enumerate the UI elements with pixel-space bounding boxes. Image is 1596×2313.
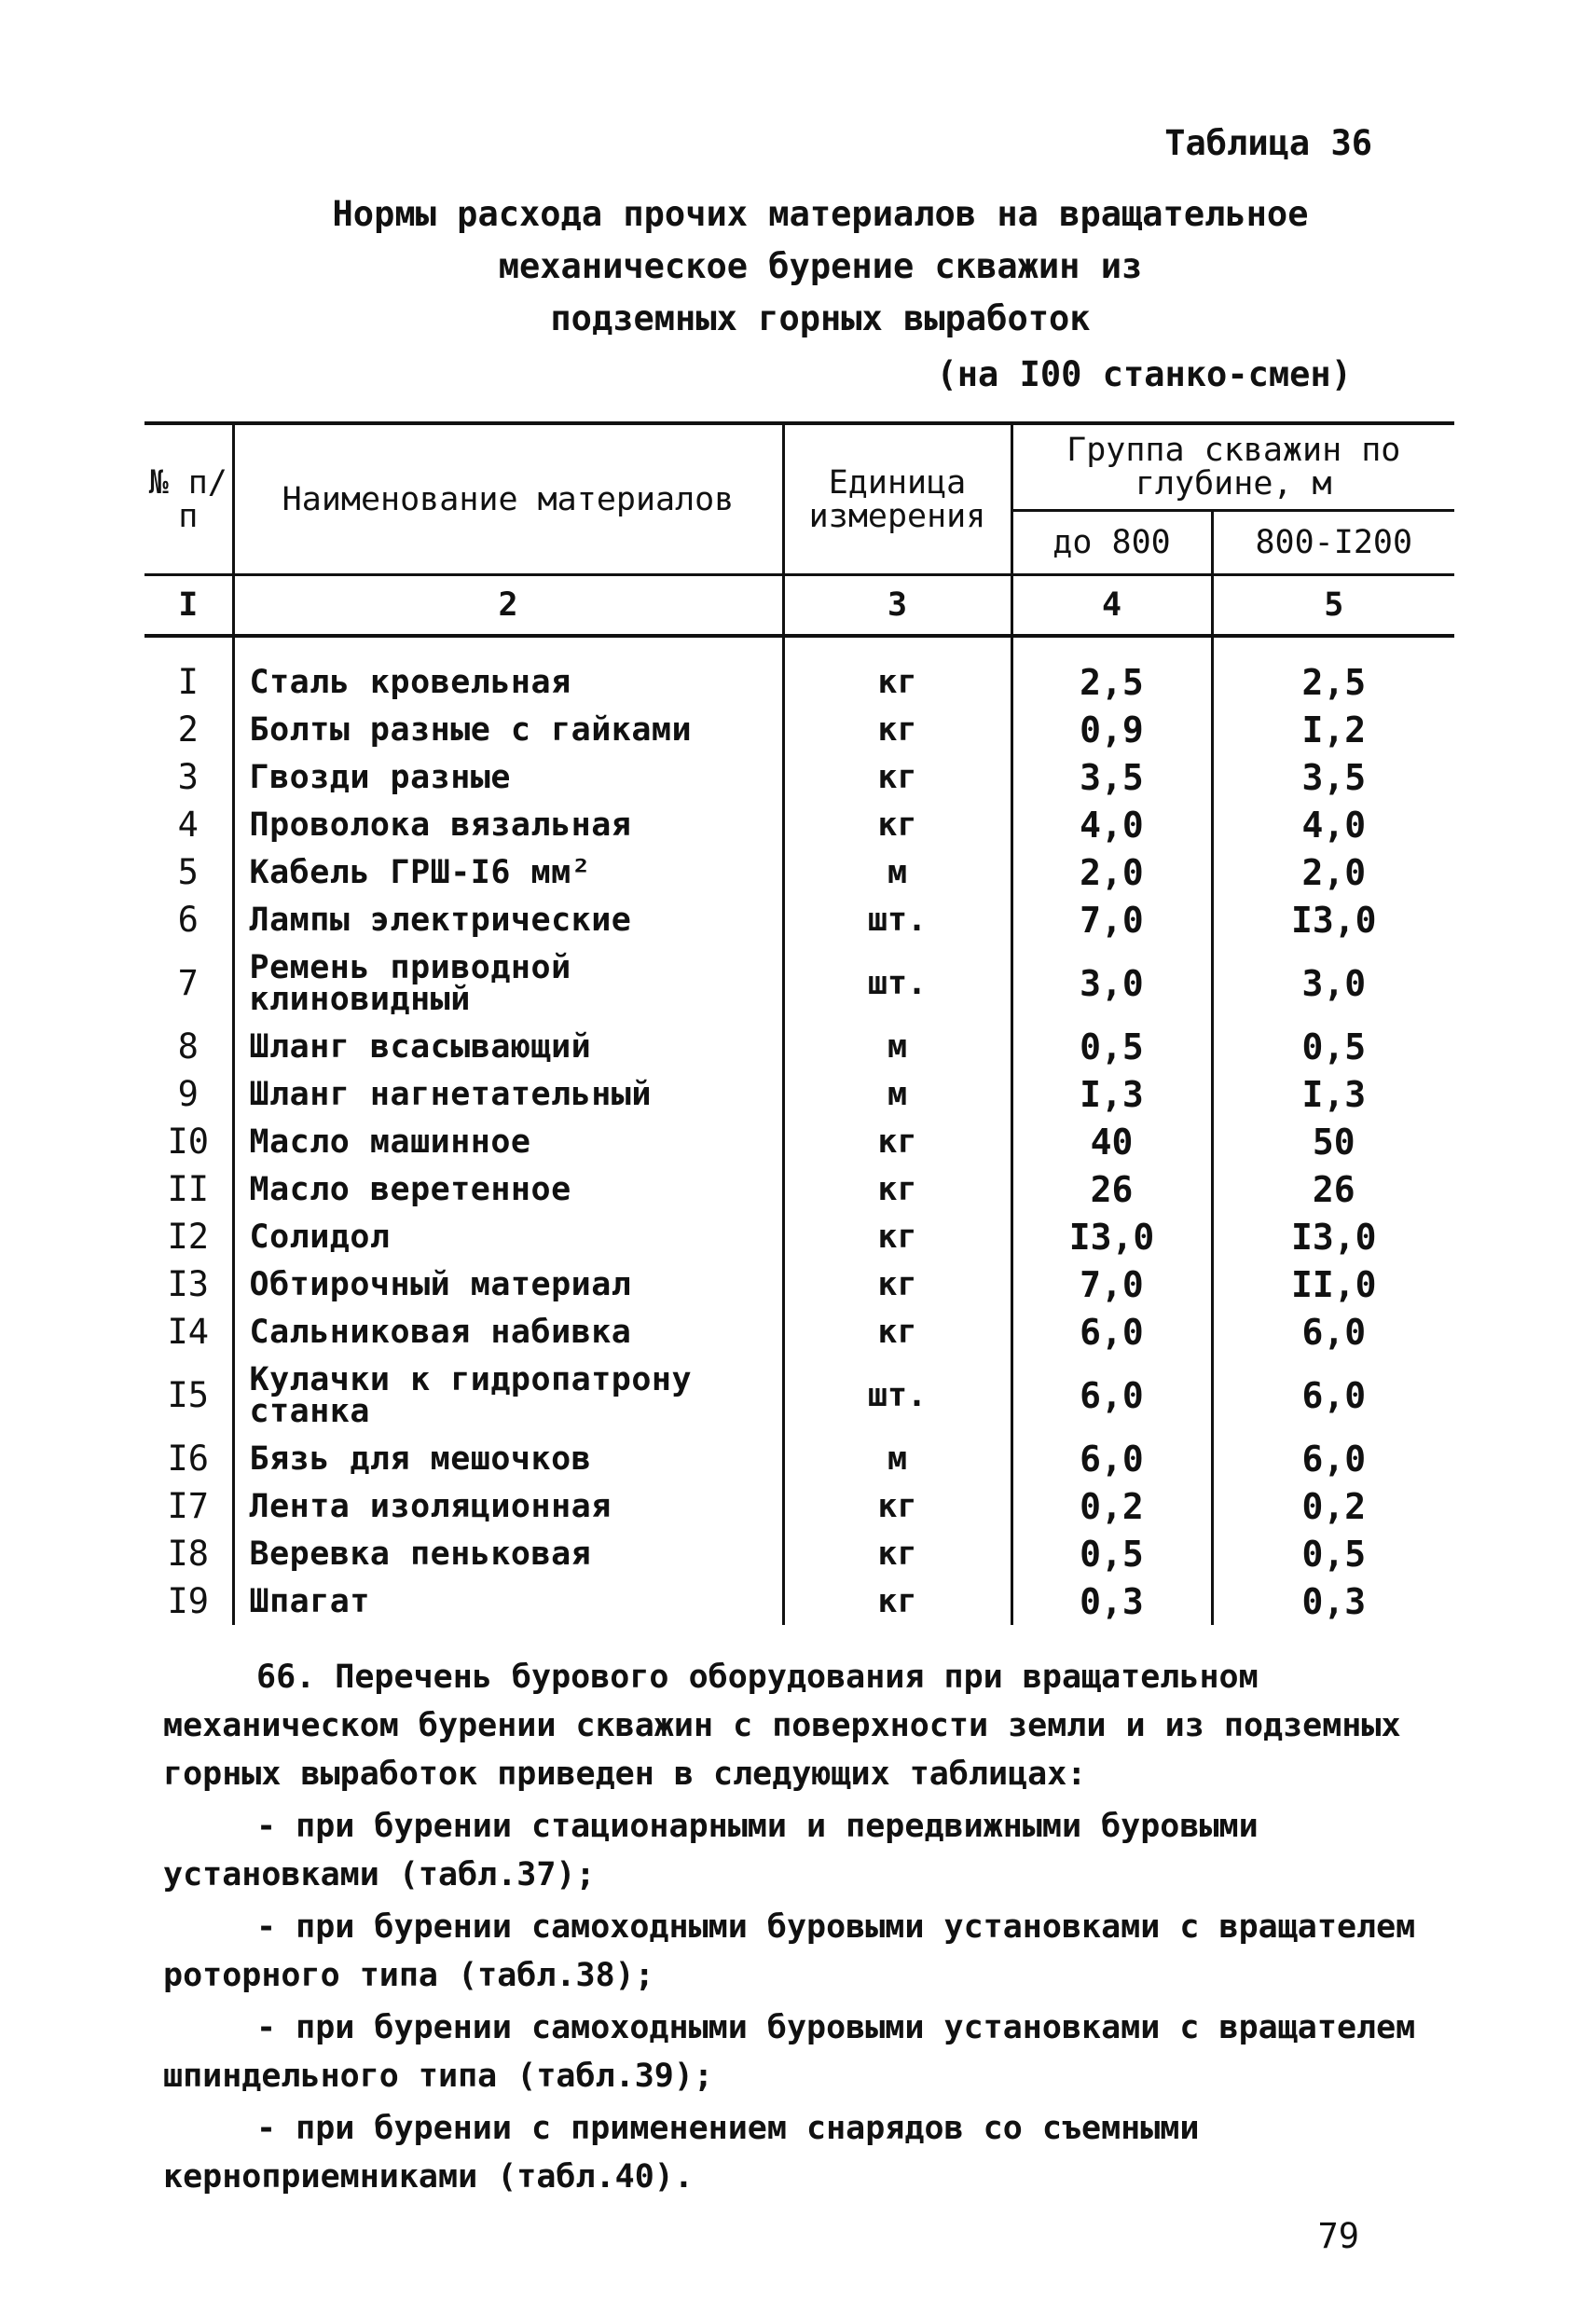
table-row: [144, 1308, 1454, 1356]
paragraph-lead: 66. Перечень бурового оборудования при вращательном механическом бурении скважин с поверхности земли и из подземных горных выработок приведен в следующих таблицах:: [163, 1659, 1401, 1793]
norm-depth-800-1200: 6,0: [1212, 1435, 1454, 1482]
material-name: Сальниковая набивка: [233, 1308, 783, 1356]
unit-of-measure: кг: [783, 658, 1011, 706]
table-title: [280, 188, 1361, 345]
material-name: Кабель ГРШ-I6 мм²: [233, 848, 783, 896]
row-number: I7: [144, 1482, 233, 1530]
title-line: подземных горных выработок: [550, 298, 1091, 338]
row-number: I2: [144, 1213, 233, 1260]
table-row: [144, 1435, 1454, 1482]
norm-depth-to-800: 2,5: [1011, 658, 1212, 706]
header-col4: до 800: [1011, 511, 1212, 575]
row-number: I: [144, 658, 233, 706]
row-number: I0: [144, 1118, 233, 1165]
paragraph-item: - при бурении самоходными буровыми установками с вращателем шпиндельного типа (табл.39);: [163, 2009, 1416, 2095]
norm-depth-800-1200: 50: [1212, 1118, 1454, 1165]
equipment-paragraph: [163, 1653, 1454, 2205]
table-row: [144, 1482, 1454, 1530]
unit-of-measure: кг: [783, 753, 1011, 801]
title-line: механическое бурение скважин из: [498, 246, 1143, 286]
column-number-row: [144, 575, 1454, 637]
unit-of-measure: кг: [783, 1260, 1011, 1308]
unit-note: (на I00 станко-смен): [936, 354, 1352, 394]
row-number: 7: [144, 943, 233, 1023]
norm-depth-to-800: 40: [1011, 1118, 1212, 1165]
table-row: [144, 1070, 1454, 1118]
header-name: Наименование материалов: [233, 423, 783, 575]
table-row: [144, 1213, 1454, 1260]
unit-of-measure: шт.: [783, 896, 1011, 943]
table-row: [144, 658, 1454, 706]
norm-depth-to-800: 0,5: [1011, 1530, 1212, 1577]
material-name: Ремень приводной клиновидный: [233, 943, 783, 1023]
row-number: II: [144, 1165, 233, 1213]
row-number: 9: [144, 1070, 233, 1118]
unit-of-measure: м: [783, 1070, 1011, 1118]
row-number: I8: [144, 1530, 233, 1577]
norm-depth-to-800: 3,5: [1011, 753, 1212, 801]
norm-depth-to-800: 0,2: [1011, 1482, 1212, 1530]
paragraph-item: - при бурении самоходными буровыми установками с вращателем роторного типа (табл.38);: [163, 1908, 1416, 1994]
paragraph-item: - при бурении с применением снарядов со съемными керноприемниками (табл.40).: [163, 2110, 1200, 2196]
table-row: [144, 848, 1454, 896]
unit-of-measure: кг: [783, 1165, 1011, 1213]
material-name: Масло машинное: [233, 1118, 783, 1165]
material-name: Веревка пеньковая: [233, 1530, 783, 1577]
norm-depth-800-1200: 2,0: [1212, 848, 1454, 896]
unit-of-measure: кг: [783, 1213, 1011, 1260]
row-number: 5: [144, 848, 233, 896]
table-row: [144, 753, 1454, 801]
norm-depth-800-1200: 6,0: [1212, 1356, 1454, 1435]
norm-depth-to-800: 3,0: [1011, 943, 1212, 1023]
norm-depth-800-1200: I3,0: [1212, 896, 1454, 943]
unit-of-measure: м: [783, 1023, 1011, 1070]
unit-of-measure: кг: [783, 1308, 1011, 1356]
norm-depth-800-1200: 26: [1212, 1165, 1454, 1213]
table-label: Таблица 36: [1164, 123, 1372, 163]
table-row: [144, 1260, 1454, 1308]
table-row: [144, 1165, 1454, 1213]
paragraph-item: - при бурении стационарными и передвижными буровыми установками (табл.37);: [163, 1808, 1259, 1893]
material-name: Лампы электрические: [233, 896, 783, 943]
unit-of-measure: кг: [783, 1577, 1011, 1625]
unit-of-measure: кг: [783, 706, 1011, 753]
material-name: Лента изоляционная: [233, 1482, 783, 1530]
table-row: [144, 1577, 1454, 1625]
table-row: [144, 1023, 1454, 1070]
unit-of-measure: кг: [783, 1530, 1011, 1577]
table-row: [144, 1530, 1454, 1577]
unit-of-measure: кг: [783, 1482, 1011, 1530]
unit-of-measure: м: [783, 848, 1011, 896]
material-name: Шпагат: [233, 1577, 783, 1625]
row-number: I3: [144, 1260, 233, 1308]
norm-depth-to-800: 6,0: [1011, 1308, 1212, 1356]
norm-depth-800-1200: 0,2: [1212, 1482, 1454, 1530]
norm-depth-to-800: 26: [1011, 1165, 1212, 1213]
norm-depth-800-1200: 3,5: [1212, 753, 1454, 801]
table-row: [144, 896, 1454, 943]
norms-table: [144, 421, 1454, 1625]
row-number: I9: [144, 1577, 233, 1625]
table-spacer: [144, 636, 1454, 658]
material-name: Болты разные с гайками: [233, 706, 783, 753]
norm-depth-to-800: I,3: [1011, 1070, 1212, 1118]
material-name: Проволока вязальная: [233, 801, 783, 848]
table-row: [144, 1118, 1454, 1165]
norm-depth-800-1200: I,3: [1212, 1070, 1454, 1118]
norm-depth-800-1200: 2,5: [1212, 658, 1454, 706]
norm-depth-to-800: 2,0: [1011, 848, 1212, 896]
title-line: Нормы расхода прочих материалов на вращательное: [332, 194, 1309, 234]
norm-depth-to-800: 6,0: [1011, 1356, 1212, 1435]
norm-depth-to-800: 7,0: [1011, 1260, 1212, 1308]
norm-depth-to-800: I3,0: [1011, 1213, 1212, 1260]
row-number: I4: [144, 1308, 233, 1356]
row-number: I5: [144, 1356, 233, 1435]
unit-of-measure: шт.: [783, 1356, 1011, 1435]
header-no: № п/п: [144, 423, 233, 575]
material-name: Сталь кровельная: [233, 658, 783, 706]
norm-depth-to-800: 0,5: [1011, 1023, 1212, 1070]
material-name: Масло веретенное: [233, 1165, 783, 1213]
material-name: Бязь для мешочков: [233, 1435, 783, 1482]
row-number: 2: [144, 706, 233, 753]
row-number: 3: [144, 753, 233, 801]
column-number: 5: [1212, 575, 1454, 637]
norm-depth-to-800: 7,0: [1011, 896, 1212, 943]
norm-depth-to-800: 0,9: [1011, 706, 1212, 753]
norm-depth-800-1200: 0,5: [1212, 1023, 1454, 1070]
column-number: 4: [1011, 575, 1212, 637]
material-name: Шланг нагнетательный: [233, 1070, 783, 1118]
norm-depth-800-1200: 0,3: [1212, 1577, 1454, 1625]
unit-of-measure: кг: [783, 1118, 1011, 1165]
table-row: [144, 706, 1454, 753]
material-name: Обтирочный материал: [233, 1260, 783, 1308]
norm-depth-800-1200: II,0: [1212, 1260, 1454, 1308]
row-number: 4: [144, 801, 233, 848]
norm-depth-800-1200: 3,0: [1212, 943, 1454, 1023]
table-row: [144, 801, 1454, 848]
page-number: 79: [1317, 2216, 1359, 2256]
header-unit: Единица измерения: [783, 423, 1011, 575]
norm-depth-800-1200: 0,5: [1212, 1530, 1454, 1577]
material-name: Солидол: [233, 1213, 783, 1260]
unit-of-measure: м: [783, 1435, 1011, 1482]
norm-depth-800-1200: I3,0: [1212, 1213, 1454, 1260]
header-depth-group: Группа скважин по глубине, м: [1011, 423, 1454, 511]
table-row: [144, 943, 1454, 1023]
header-col5: 800-I200: [1212, 511, 1454, 575]
unit-of-measure: кг: [783, 801, 1011, 848]
norm-depth-to-800: 4,0: [1011, 801, 1212, 848]
row-number: I6: [144, 1435, 233, 1482]
column-number: 3: [783, 575, 1011, 637]
column-number: 2: [233, 575, 783, 637]
norm-depth-800-1200: 6,0: [1212, 1308, 1454, 1356]
material-name: Кулачки к гидропатрону станка: [233, 1356, 783, 1435]
row-number: 6: [144, 896, 233, 943]
unit-of-measure: шт.: [783, 943, 1011, 1023]
norm-depth-800-1200: 4,0: [1212, 801, 1454, 848]
table-row: [144, 1356, 1454, 1435]
norm-depth-to-800: 0,3: [1011, 1577, 1212, 1625]
material-name: Шланг всасывающий: [233, 1023, 783, 1070]
row-number: 8: [144, 1023, 233, 1070]
norm-depth-to-800: 6,0: [1011, 1435, 1212, 1482]
norm-depth-800-1200: I,2: [1212, 706, 1454, 753]
column-number: I: [144, 575, 233, 637]
material-name: Гвозди разные: [233, 753, 783, 801]
